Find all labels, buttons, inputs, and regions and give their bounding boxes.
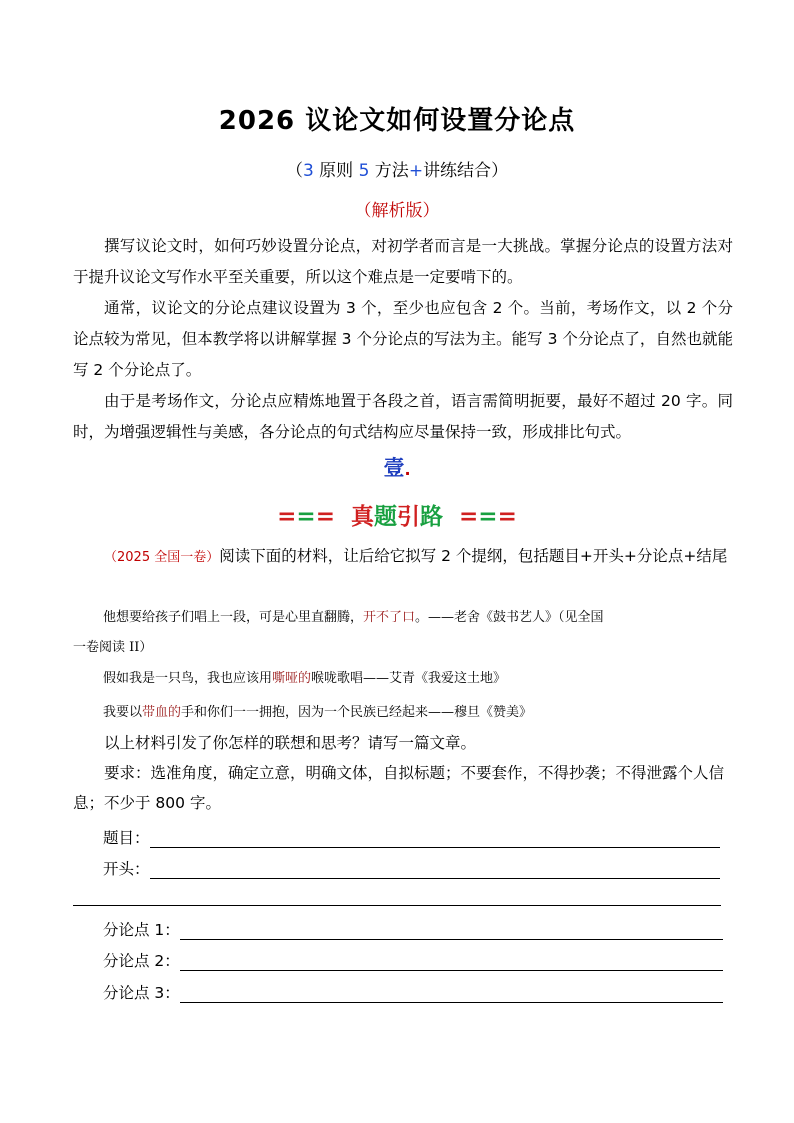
quote-1-text-b: 。——老舍《鼓书艺人》（见全国	[415, 610, 604, 625]
point-2-field[interactable]	[103, 949, 723, 971]
banner-eq-right-2: =	[478, 504, 498, 530]
subtitle-text-1: 原则	[313, 161, 359, 181]
quote-1-continued: 一卷阅读 II）	[73, 640, 153, 655]
version-label: （解析版）	[354, 201, 440, 221]
quote-2-text-a: 假如我是一只鸟，我也应该用	[103, 671, 273, 686]
opening-field-line[interactable]	[150, 860, 720, 879]
intro-paragraph-1: 撰写议论文时，如何巧妙设置分论点，对初学者而言是一大挑战。掌握分论点的设置方法对于提升议论文写作水平至关重要，所以这个难点是一定要啃下的。	[73, 237, 733, 286]
point-1-field[interactable]	[103, 918, 723, 940]
quote-2-text-b: 喉咙歌唱——艾青《我爱这土地》	[311, 671, 507, 686]
subtitle-text-2: 方法	[369, 161, 409, 181]
opening-continuation-line[interactable]	[73, 905, 721, 906]
banner-char-4: 路	[420, 504, 443, 530]
opening-field[interactable]	[103, 857, 720, 879]
quote-3-text-a: 我要以	[103, 705, 143, 720]
intro-paragraph-2: 通常，议论文的分论点建议设置为 3 个，至少也应包含 2 个。当前，考场作文，以 2 个分论点较为常见，但本教学将以讲解掌握 3 个分论点的写法为主。能写 3 个分论点了，自然也就能写 2 个分论点了。	[73, 299, 733, 379]
banner-eq-right-1: =	[459, 504, 479, 530]
point-1-line[interactable]	[180, 921, 723, 940]
quote-3	[103, 698, 733, 728]
point-1-label: 分论点 1：	[103, 921, 180, 939]
task-requirements: 要求：选准角度，确定立意，明确文体，自拟标题；不要套作，不得抄袭；不得泄露个人信息；不少于 800 字。	[73, 764, 725, 812]
point-2-line[interactable]	[180, 952, 723, 971]
task-source: （2025 全国一卷）	[104, 550, 220, 565]
banner-char-3: 引	[397, 504, 420, 530]
section-number	[0, 452, 794, 482]
title-field-label: 题目：	[103, 829, 150, 847]
point-3-label: 分论点 3：	[103, 984, 180, 1002]
subtitle-close: ）	[491, 161, 509, 181]
banner-char-2: 题	[374, 504, 397, 530]
page-title: 2026 议论文如何设置分论点	[218, 106, 576, 136]
subtitle-num-1: 3	[302, 161, 314, 181]
quote-3-text-b: 手和你们一一拥抱，因为一个民族已经起来——穆旦《赞美》	[181, 705, 533, 720]
quote-1	[103, 603, 733, 633]
title-field[interactable]	[103, 826, 720, 848]
banner-eq-left-2: =	[296, 504, 316, 530]
quote-3-highlight: 带血的	[142, 705, 182, 720]
section-banner	[0, 498, 794, 531]
task-prompt	[73, 541, 733, 573]
banner-eq-left-3: =	[315, 504, 335, 530]
point-3-line[interactable]	[180, 984, 723, 1003]
point-2-label: 分论点 2：	[103, 952, 180, 970]
subtitle-text-3: 讲练结合	[423, 161, 492, 181]
point-3-field[interactable]	[103, 981, 723, 1003]
subtitle-open: （	[285, 161, 303, 181]
banner-eq-right-3: =	[497, 504, 517, 530]
intro-paragraph-3: 由于是考场作文，分论点应精炼地置于各段之首，语言需简明扼要，最好不超过 20 字。同时，为增强逻辑性与美感，各分论点的句式结构应尽量保持一致，形成排比句式。	[73, 392, 733, 441]
section-number-dot: .	[404, 460, 411, 479]
banner-char-1: 真	[351, 504, 374, 530]
section-number-text: 壹	[383, 456, 405, 480]
subtitle	[0, 156, 794, 181]
task-question: 以上材料引发了你怎样的联想和思考？请写一篇文章。	[104, 734, 477, 752]
quote-1-text-a: 他想要给孩子们唱上一段，可是心里直翻腾，	[103, 610, 364, 625]
opening-field-label: 开头：	[103, 860, 150, 878]
task-instruction: 阅读下面的材料，让后给它拟写 2 个提纲，包括题目+开头+分论点+结尾	[219, 547, 728, 565]
banner-eq-left-1: =	[277, 504, 297, 530]
title-field-line[interactable]	[150, 829, 720, 848]
quote-1-highlight: 开不了口	[363, 610, 416, 625]
quote-2	[103, 664, 733, 694]
subtitle-num-2: 5	[358, 161, 370, 181]
subtitle-plus: +	[408, 161, 424, 181]
quote-2-highlight: 嘶哑的	[272, 671, 312, 686]
